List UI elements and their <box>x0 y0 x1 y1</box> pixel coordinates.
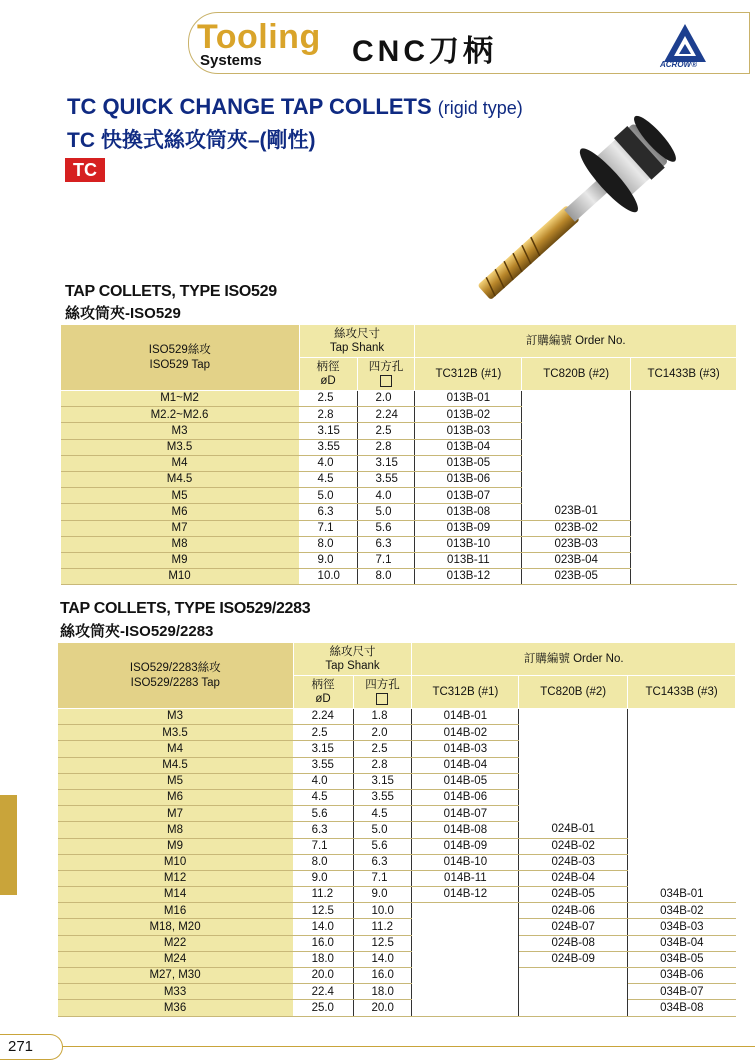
shank-diameter-cell: 16.0 <box>293 935 353 951</box>
table-row <box>58 838 736 854</box>
order-tc312b-cell <box>412 919 519 935</box>
col-tc820b: TC820B (#2) <box>519 676 628 709</box>
col-tc1433b: TC1433B (#3) <box>631 358 737 391</box>
square-size-cell: 4.5 <box>353 806 412 822</box>
square-size-cell: 3.55 <box>353 789 412 805</box>
shank-diameter-cell: 10.0 <box>299 569 357 585</box>
order-tc1433b-cell <box>628 870 736 886</box>
square-size-cell: 2.5 <box>357 423 415 439</box>
tap-size-cell: M4 <box>58 741 294 757</box>
table-row <box>58 919 736 935</box>
table-row <box>58 951 736 967</box>
table-row <box>58 773 736 789</box>
square-size-cell: 3.15 <box>357 455 415 471</box>
order-tc820b-cell <box>522 488 631 504</box>
square-size-cell: 5.0 <box>353 822 412 838</box>
order-tc1433b-cell <box>631 488 737 504</box>
order-tc1433b-cell <box>631 569 737 585</box>
order-tc820b-cell: 024B-08 <box>519 935 628 951</box>
order-tc820b-cell <box>519 806 628 822</box>
order-tc1433b-cell <box>631 471 737 487</box>
shank-diameter-cell: 6.3 <box>299 504 357 520</box>
order-tc312b-cell: 013B-10 <box>415 536 522 552</box>
order-tc1433b-cell <box>628 806 736 822</box>
shank-diameter-cell: 3.55 <box>293 757 353 773</box>
order-tc312b-cell: 014B-06 <box>412 789 519 805</box>
shank-diameter-cell: 5.0 <box>299 488 357 504</box>
tap-size-cell: M3.5 <box>61 439 300 455</box>
tap-size-cell: M8 <box>61 536 300 552</box>
table-row <box>61 504 737 520</box>
side-tab-marker <box>0 795 17 895</box>
table-row <box>58 935 736 951</box>
order-tc820b-cell <box>519 709 628 725</box>
order-tc820b-cell <box>519 984 628 1000</box>
order-tc820b-cell <box>522 471 631 487</box>
shank-diameter-cell: 9.0 <box>299 552 357 568</box>
tap-size-cell: M7 <box>58 806 294 822</box>
order-tc820b-cell: 024B-09 <box>519 951 628 967</box>
order-tc820b-cell: 024B-07 <box>519 919 628 935</box>
shank-diameter-cell: 3.55 <box>299 439 357 455</box>
order-tc1433b-cell: 034B-07 <box>628 984 736 1000</box>
table-row <box>58 757 736 773</box>
order-tc1433b-cell <box>631 504 737 520</box>
tap-size-cell: M6 <box>61 504 300 520</box>
table-row <box>58 741 736 757</box>
square-size-cell: 2.0 <box>353 725 412 741</box>
order-tc1433b-cell <box>628 854 736 870</box>
order-tc820b-cell: 023B-02 <box>522 520 631 536</box>
order-tc820b-cell: 023B-01 <box>522 504 631 520</box>
square-size-cell: 9.0 <box>353 887 412 903</box>
table-row <box>58 806 736 822</box>
tap-size-cell: M6 <box>58 789 294 805</box>
square-size-cell: 2.5 <box>353 741 412 757</box>
shank-diameter-cell: 9.0 <box>293 870 353 886</box>
order-tc820b-cell: 024B-06 <box>519 903 628 919</box>
dia-header: 柄徑 øD <box>299 358 357 391</box>
table-row <box>61 552 737 568</box>
tap-size-cell: M8 <box>58 822 294 838</box>
tap-size-cell: M4.5 <box>58 757 294 773</box>
logo-text: ACROW® <box>660 60 697 69</box>
table-row <box>58 968 736 984</box>
order-tc312b-cell: 013B-11 <box>415 552 522 568</box>
order-tc312b-cell: 014B-01 <box>412 709 519 725</box>
order-tc312b-cell: 014B-02 <box>412 725 519 741</box>
section1-title: TAP COLLETS, TYPE ISO529 <box>65 283 277 300</box>
shank-diameter-cell: 2.8 <box>299 407 357 423</box>
shank-diameter-cell: 2.24 <box>293 709 353 725</box>
tap-header: ISO529/2283絲攻 ISO529/2283 Tap <box>58 643 294 709</box>
square-size-cell: 3.15 <box>353 773 412 789</box>
tap-size-cell: M3 <box>61 423 300 439</box>
col-tc312b: TC312B (#1) <box>412 676 519 709</box>
square-size-cell: 14.0 <box>353 951 412 967</box>
table-row <box>58 984 736 1000</box>
tap-size-cell: M18, M20 <box>58 919 294 935</box>
tap-size-cell: M9 <box>58 838 294 854</box>
order-tc1433b-cell <box>628 725 736 741</box>
square-size-cell: 10.0 <box>353 903 412 919</box>
square-size-cell: 18.0 <box>353 984 412 1000</box>
order-tc312b-cell: 013B-07 <box>415 488 522 504</box>
tap-size-cell: M1~M2 <box>61 391 300 407</box>
table-row <box>61 423 737 439</box>
page-title-zh: TC 快換式絲攻筒夾–(剛性) <box>67 129 316 152</box>
tap-size-cell: M33 <box>58 984 294 1000</box>
shank-diameter-cell: 8.0 <box>299 536 357 552</box>
col-tc1433b: TC1433B (#3) <box>628 676 736 709</box>
shank-diameter-cell: 14.0 <box>293 919 353 935</box>
square-size-cell: 12.5 <box>353 935 412 951</box>
brand-subtitle: Systems <box>200 52 262 69</box>
square-size-cell: 8.0 <box>357 569 415 585</box>
square-size-cell: 4.0 <box>357 488 415 504</box>
table-row <box>58 903 736 919</box>
order-tc1433b-cell: 034B-06 <box>628 968 736 984</box>
square-size-cell: 16.0 <box>353 968 412 984</box>
order-tc312b-cell: 013B-08 <box>415 504 522 520</box>
square-size-cell: 5.6 <box>357 520 415 536</box>
order-tc820b-cell: 024B-01 <box>519 822 628 838</box>
iso529-2283-table <box>57 642 736 1017</box>
shank-diameter-cell: 7.1 <box>293 838 353 854</box>
order-tc312b-cell: 013B-02 <box>415 407 522 423</box>
square-size-cell: 5.0 <box>357 504 415 520</box>
shank-header: 絲攻尺寸 Tap Shank <box>299 325 415 358</box>
order-tc312b-cell: 013B-06 <box>415 471 522 487</box>
category-title: CNC刀柄 <box>352 35 497 68</box>
tap-size-cell: M5 <box>58 773 294 789</box>
order-tc820b-cell <box>522 455 631 471</box>
order-header: 訂購編號 Order No. <box>412 643 736 676</box>
order-tc820b-cell <box>522 423 631 439</box>
shank-diameter-cell: 2.5 <box>293 725 353 741</box>
table-row <box>58 854 736 870</box>
shank-diameter-cell: 3.15 <box>293 741 353 757</box>
order-tc1433b-cell: 034B-01 <box>628 887 736 903</box>
page-number: 271 <box>8 1038 34 1055</box>
order-tc820b-cell <box>519 741 628 757</box>
order-tc820b-cell: 024B-05 <box>519 887 628 903</box>
shank-diameter-cell: 2.5 <box>299 391 357 407</box>
order-tc1433b-cell <box>631 423 737 439</box>
shank-diameter-cell: 25.0 <box>293 1000 353 1016</box>
tap-size-cell: M10 <box>58 854 294 870</box>
square-icon <box>376 693 388 705</box>
tap-size-cell: M24 <box>58 951 294 967</box>
shank-diameter-cell: 4.0 <box>299 455 357 471</box>
tap-header: ISO529絲攻 ISO529 Tap <box>61 325 300 391</box>
order-tc312b-cell <box>412 951 519 967</box>
tap-size-cell: M4 <box>61 455 300 471</box>
order-tc1433b-cell <box>628 773 736 789</box>
table-row <box>61 455 737 471</box>
square-size-cell: 3.55 <box>357 471 415 487</box>
order-tc312b-cell: 013B-03 <box>415 423 522 439</box>
order-tc1433b-cell <box>628 822 736 838</box>
order-tc1433b-cell <box>628 741 736 757</box>
order-tc312b-cell: 013B-01 <box>415 391 522 407</box>
col-tc820b: TC820B (#2) <box>522 358 631 391</box>
shank-diameter-cell: 4.5 <box>293 789 353 805</box>
order-tc312b-cell: 014B-05 <box>412 773 519 789</box>
table-row <box>58 1000 736 1016</box>
title-main: TC QUICK CHANGE TAP COLLETS <box>67 94 432 119</box>
shank-diameter-cell: 6.3 <box>293 822 353 838</box>
square-size-cell: 7.1 <box>353 870 412 886</box>
tap-size-cell: M3.5 <box>58 725 294 741</box>
table-row <box>61 488 737 504</box>
square-header: 四方孔 <box>353 676 412 709</box>
tap-size-cell: M10 <box>61 569 300 585</box>
order-tc312b-cell: 013B-04 <box>415 439 522 455</box>
order-tc1433b-cell: 034B-03 <box>628 919 736 935</box>
shank-diameter-cell: 22.4 <box>293 984 353 1000</box>
tap-size-cell: M7 <box>61 520 300 536</box>
tap-size-cell: M12 <box>58 870 294 886</box>
order-tc312b-cell: 014B-07 <box>412 806 519 822</box>
order-tc820b-cell <box>519 773 628 789</box>
square-size-cell: 6.3 <box>357 536 415 552</box>
section2-title: TAP COLLETS, TYPE ISO529/2283 <box>60 600 311 617</box>
table-row <box>61 536 737 552</box>
order-tc312b-cell: 014B-09 <box>412 838 519 854</box>
order-tc1433b-cell: 034B-08 <box>628 1000 736 1016</box>
table-row <box>61 391 737 407</box>
order-tc820b-cell: 024B-04 <box>519 870 628 886</box>
order-tc820b-cell <box>519 789 628 805</box>
tc-badge: TC <box>65 158 105 182</box>
order-tc820b-cell: 023B-05 <box>522 569 631 585</box>
tap-size-cell: M3 <box>58 709 294 725</box>
order-tc312b-cell: 013B-12 <box>415 569 522 585</box>
square-size-cell: 20.0 <box>353 1000 412 1016</box>
order-tc1433b-cell <box>631 552 737 568</box>
order-tc312b-cell <box>412 968 519 984</box>
order-tc312b-cell <box>412 1000 519 1016</box>
order-tc820b-cell <box>522 391 631 407</box>
square-size-cell: 2.8 <box>353 757 412 773</box>
order-tc312b-cell: 014B-12 <box>412 887 519 903</box>
order-tc820b-cell <box>519 757 628 773</box>
order-tc1433b-cell <box>631 391 737 407</box>
iso529-table <box>60 324 737 585</box>
table-row <box>58 887 736 903</box>
order-tc312b-cell: 014B-03 <box>412 741 519 757</box>
table-row <box>61 520 737 536</box>
order-tc312b-cell: 014B-04 <box>412 757 519 773</box>
shank-header: 絲攻尺寸 Tap Shank <box>293 643 412 676</box>
table-row <box>61 407 737 423</box>
order-header: 訂購編號 Order No. <box>415 325 737 358</box>
section1-title-zh: 絲攻筒夾-ISO529 <box>65 305 181 322</box>
tap-size-cell: M9 <box>61 552 300 568</box>
order-tc1433b-cell <box>631 439 737 455</box>
order-tc1433b-cell <box>628 789 736 805</box>
order-tc1433b-cell <box>631 536 737 552</box>
tap-size-cell: M22 <box>58 935 294 951</box>
order-tc820b-cell: 023B-04 <box>522 552 631 568</box>
order-tc1433b-cell <box>628 709 736 725</box>
tap-size-cell: M14 <box>58 887 294 903</box>
order-tc312b-cell: 013B-09 <box>415 520 522 536</box>
order-tc312b-cell: 014B-11 <box>412 870 519 886</box>
shank-diameter-cell: 3.15 <box>299 423 357 439</box>
shank-diameter-cell: 7.1 <box>299 520 357 536</box>
shank-diameter-cell: 11.2 <box>293 887 353 903</box>
title-sub: (rigid type) <box>437 98 523 118</box>
order-tc1433b-cell <box>631 407 737 423</box>
table-row <box>61 471 737 487</box>
order-tc1433b-cell <box>628 838 736 854</box>
order-tc1433b-cell: 034B-05 <box>628 951 736 967</box>
square-size-cell: 7.1 <box>357 552 415 568</box>
tap-size-cell: M16 <box>58 903 294 919</box>
order-tc820b-cell <box>519 968 628 984</box>
order-tc312b-cell <box>412 903 519 919</box>
square-size-cell: 5.6 <box>353 838 412 854</box>
table-row <box>58 725 736 741</box>
shank-diameter-cell: 20.0 <box>293 968 353 984</box>
section2-title-zh: 絲攻筒夾-ISO529/2283 <box>60 623 214 640</box>
shank-diameter-cell: 8.0 <box>293 854 353 870</box>
tap-size-cell: M27, M30 <box>58 968 294 984</box>
square-size-cell: 6.3 <box>353 854 412 870</box>
square-size-cell: 2.0 <box>357 391 415 407</box>
shank-diameter-cell: 4.0 <box>293 773 353 789</box>
square-size-cell: 2.24 <box>357 407 415 423</box>
tap-size-cell: M36 <box>58 1000 294 1016</box>
order-tc312b-cell: 014B-08 <box>412 822 519 838</box>
table-row <box>58 789 736 805</box>
order-tc312b-cell: 013B-05 <box>415 455 522 471</box>
tap-size-cell: M5 <box>61 488 300 504</box>
shank-diameter-cell: 12.5 <box>293 903 353 919</box>
shank-diameter-cell: 5.6 <box>293 806 353 822</box>
tap-size-cell: M4.5 <box>61 471 300 487</box>
brand-name: Tooling <box>197 18 321 56</box>
order-tc820b-cell <box>522 439 631 455</box>
shank-diameter-cell: 18.0 <box>293 951 353 967</box>
dia-header: 柄徑 øD <box>293 676 353 709</box>
order-tc820b-cell: 024B-02 <box>519 838 628 854</box>
tap-collet-product-image <box>437 98 720 310</box>
order-tc1433b-cell <box>628 757 736 773</box>
footer-divider <box>60 1046 755 1047</box>
order-tc1433b-cell: 034B-02 <box>628 903 736 919</box>
order-tc820b-cell <box>522 407 631 423</box>
square-size-cell: 1.8 <box>353 709 412 725</box>
table-row <box>58 709 736 725</box>
order-tc1433b-cell <box>631 455 737 471</box>
order-tc820b-cell <box>519 725 628 741</box>
order-tc312b-cell: 014B-10 <box>412 854 519 870</box>
table-row <box>61 569 737 585</box>
col-tc312b: TC312B (#1) <box>415 358 522 391</box>
square-size-cell: 11.2 <box>353 919 412 935</box>
square-header: 四方孔 <box>357 358 415 391</box>
square-icon <box>380 375 392 387</box>
order-tc820b-cell: 024B-03 <box>519 854 628 870</box>
table-row <box>61 439 737 455</box>
table-row <box>58 822 736 838</box>
order-tc312b-cell <box>412 935 519 951</box>
table-row <box>58 870 736 886</box>
order-tc820b-cell: 023B-03 <box>522 536 631 552</box>
tap-size-cell: M2.2~M2.6 <box>61 407 300 423</box>
shank-diameter-cell: 4.5 <box>299 471 357 487</box>
square-size-cell: 2.8 <box>357 439 415 455</box>
order-tc312b-cell <box>412 984 519 1000</box>
order-tc1433b-cell: 034B-04 <box>628 935 736 951</box>
order-tc820b-cell <box>519 1000 628 1016</box>
order-tc1433b-cell <box>631 520 737 536</box>
